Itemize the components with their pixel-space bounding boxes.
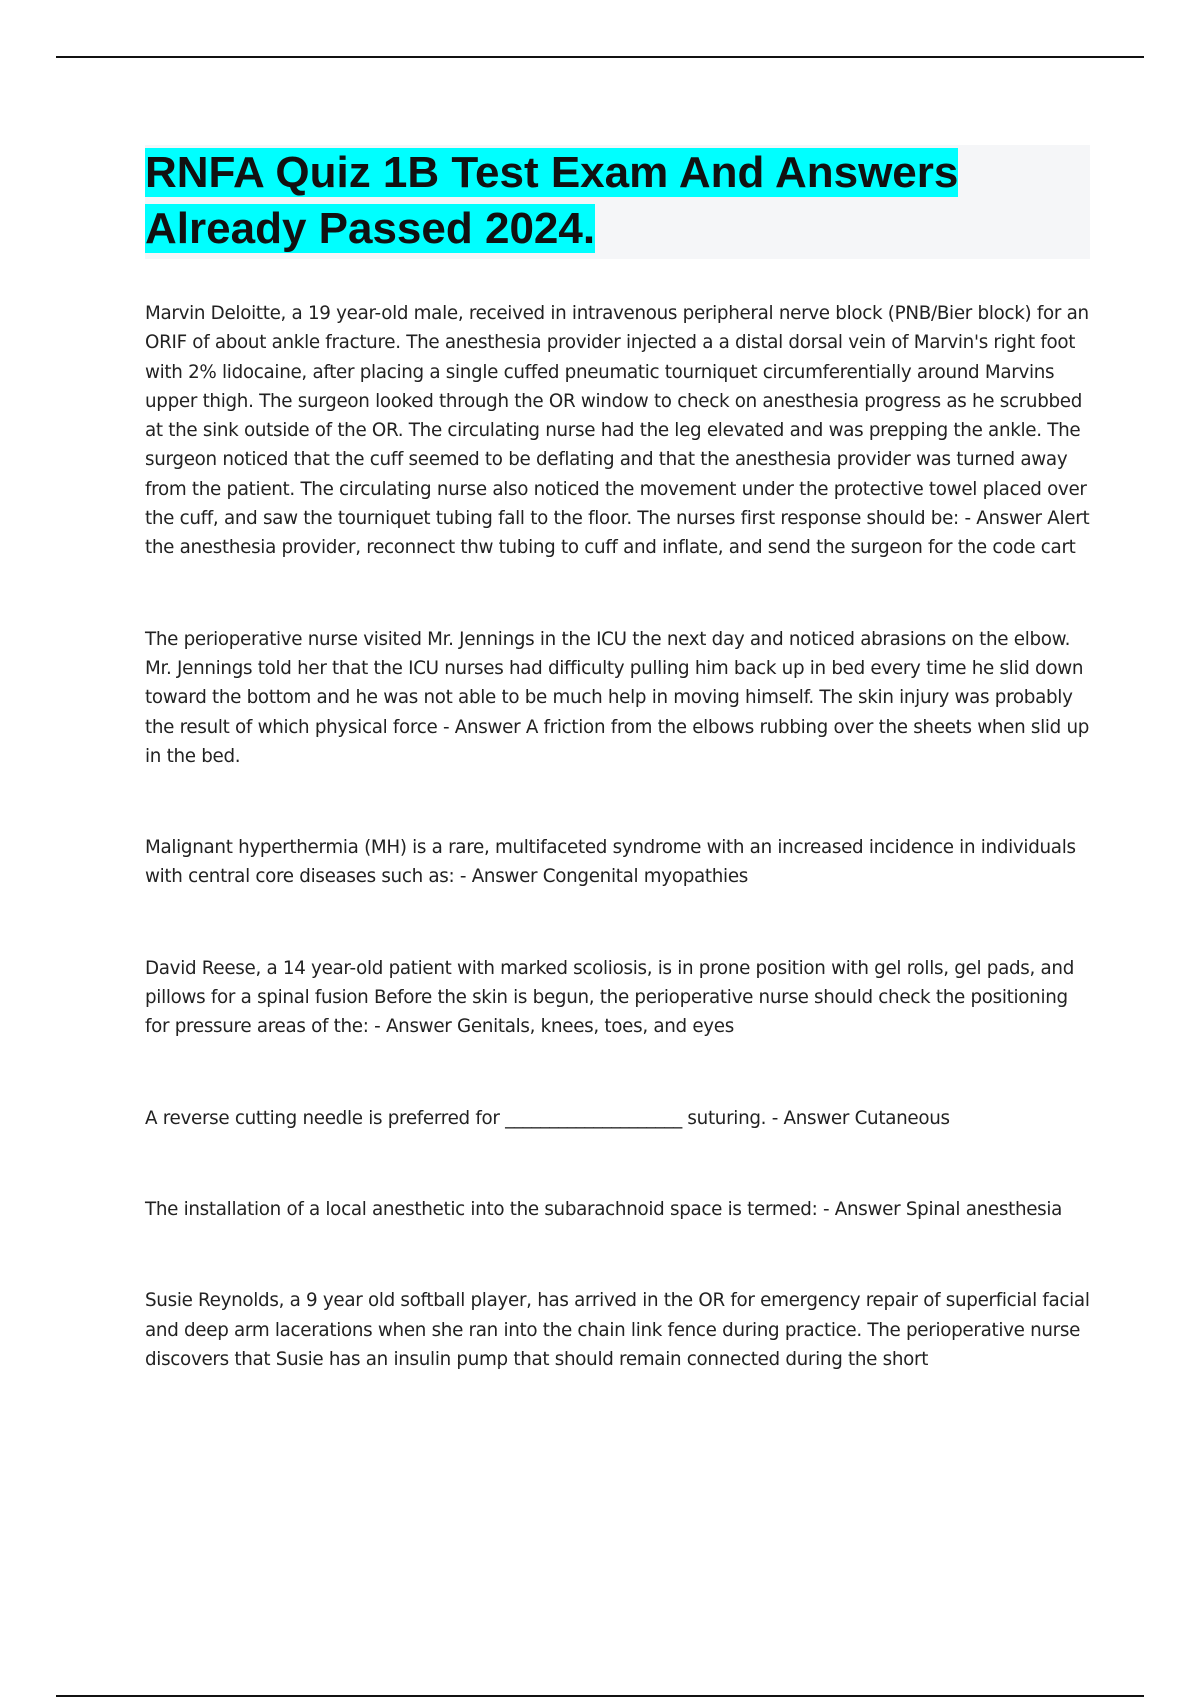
bottom-rule [56,1695,1144,1697]
question-text: The perioperative nurse visited Mr. Jennings in the ICU the next day and noticed abrasions on the elbow. Mr. Jennings told her that the ICU nurses had difficulty pulling him back up in bed every time he slid down toward the bottom and he was not able to be much help in moving himself. The skin injury was probably the result of which physical force [145,628,1084,738]
question-text: A reverse cutting needle is preferred for ____________________ suturing. [145,1107,767,1129]
qa-item-7 [145,1286,1090,1374]
question-text: Malignant hyperthermia (MH) is a rare, multifaceted syndrome with an increased incidence in individuals with central core diseases such as: [145,837,1076,888]
question-text: Susie Reynolds, a 9 year old softball player, has arrived in the OR for emergency repair of superficial facial and deep arm lacerations when she ran into the chain link fence during practice. The perioperative nurse discovers that Susie has an insulin pump that should remain connected during the short [145,1290,1090,1370]
question-text: David Reese, a 14 year-old patient with marked scoliosis, is in prone position with gel rolls, gel pads, and pillows for a spinal fusion Before the skin is begun, the perioperative nurse should check the positioning for pressure areas of the: [145,957,1075,1038]
answer-text: Congenital myopathies [542,866,749,888]
question-text: Marvin Deloitte, a 19 year-old male, received in intravenous peripheral nerve block (PNB/Bier block) for an ORIF of about ankle fracture. The anesthesia provider injected a a distal dorsal vein of Marvin's right foot with 2% lidocaine, after placing a single cuffed pneumatic tourniquet circumferentially around Marvins upper thigh. The surgeon looked through the OR window to check on anesthesia progress as he scrubbed at the sink outside of the OR. The circulating nurse had the leg elevated and was prepping the ankle. The surgeon noticed that the cuff seemed to be deflating and that the anesthesia provider was turned away from the patient. The circulating nurse also noticed the movement under the protective towel placed over the cuff, and saw the tourniquet tubing fall to the floor. The nurses first response should be: [145,303,1089,530]
answer-separator: - Answer [964,508,1042,530]
answer-separator: - Answer [442,716,521,738]
document-body [145,145,1090,1436]
question-text: The installation of a local anesthetic into the subarachnoid space is termed: [145,1198,818,1220]
answer-separator: - Answer [822,1198,901,1220]
title-block [145,145,1090,259]
qa-item-1 [145,299,1090,563]
qa-item-2 [145,625,1090,771]
answer-separator: - Answer [374,1016,452,1038]
answer-text: Genitals, knees, toes, and eyes [457,1016,734,1038]
qa-item-4 [145,954,1090,1042]
answer-text: Alert the anesthesia provider, reconnect thw tubing to cuff and inflate, and send the surgeon for the code cart [145,508,1090,559]
top-rule [56,56,1144,58]
answer-text: Cutaneous [854,1107,950,1129]
answer-separator: - Answer [459,866,538,888]
answer-separator: - Answer [771,1107,850,1129]
qa-item-3 [145,833,1090,892]
answer-text: A friction from the elbows rubbing over the sheets when slid up in the bed. [145,716,1090,767]
qa-item-5 [145,1104,1090,1133]
document-title: RNFA Quiz 1B Test Exam And Answers Already Passed 2024. [145,148,959,253]
answer-text: Spinal anesthesia [905,1198,1063,1220]
qa-item-6 [145,1195,1090,1224]
